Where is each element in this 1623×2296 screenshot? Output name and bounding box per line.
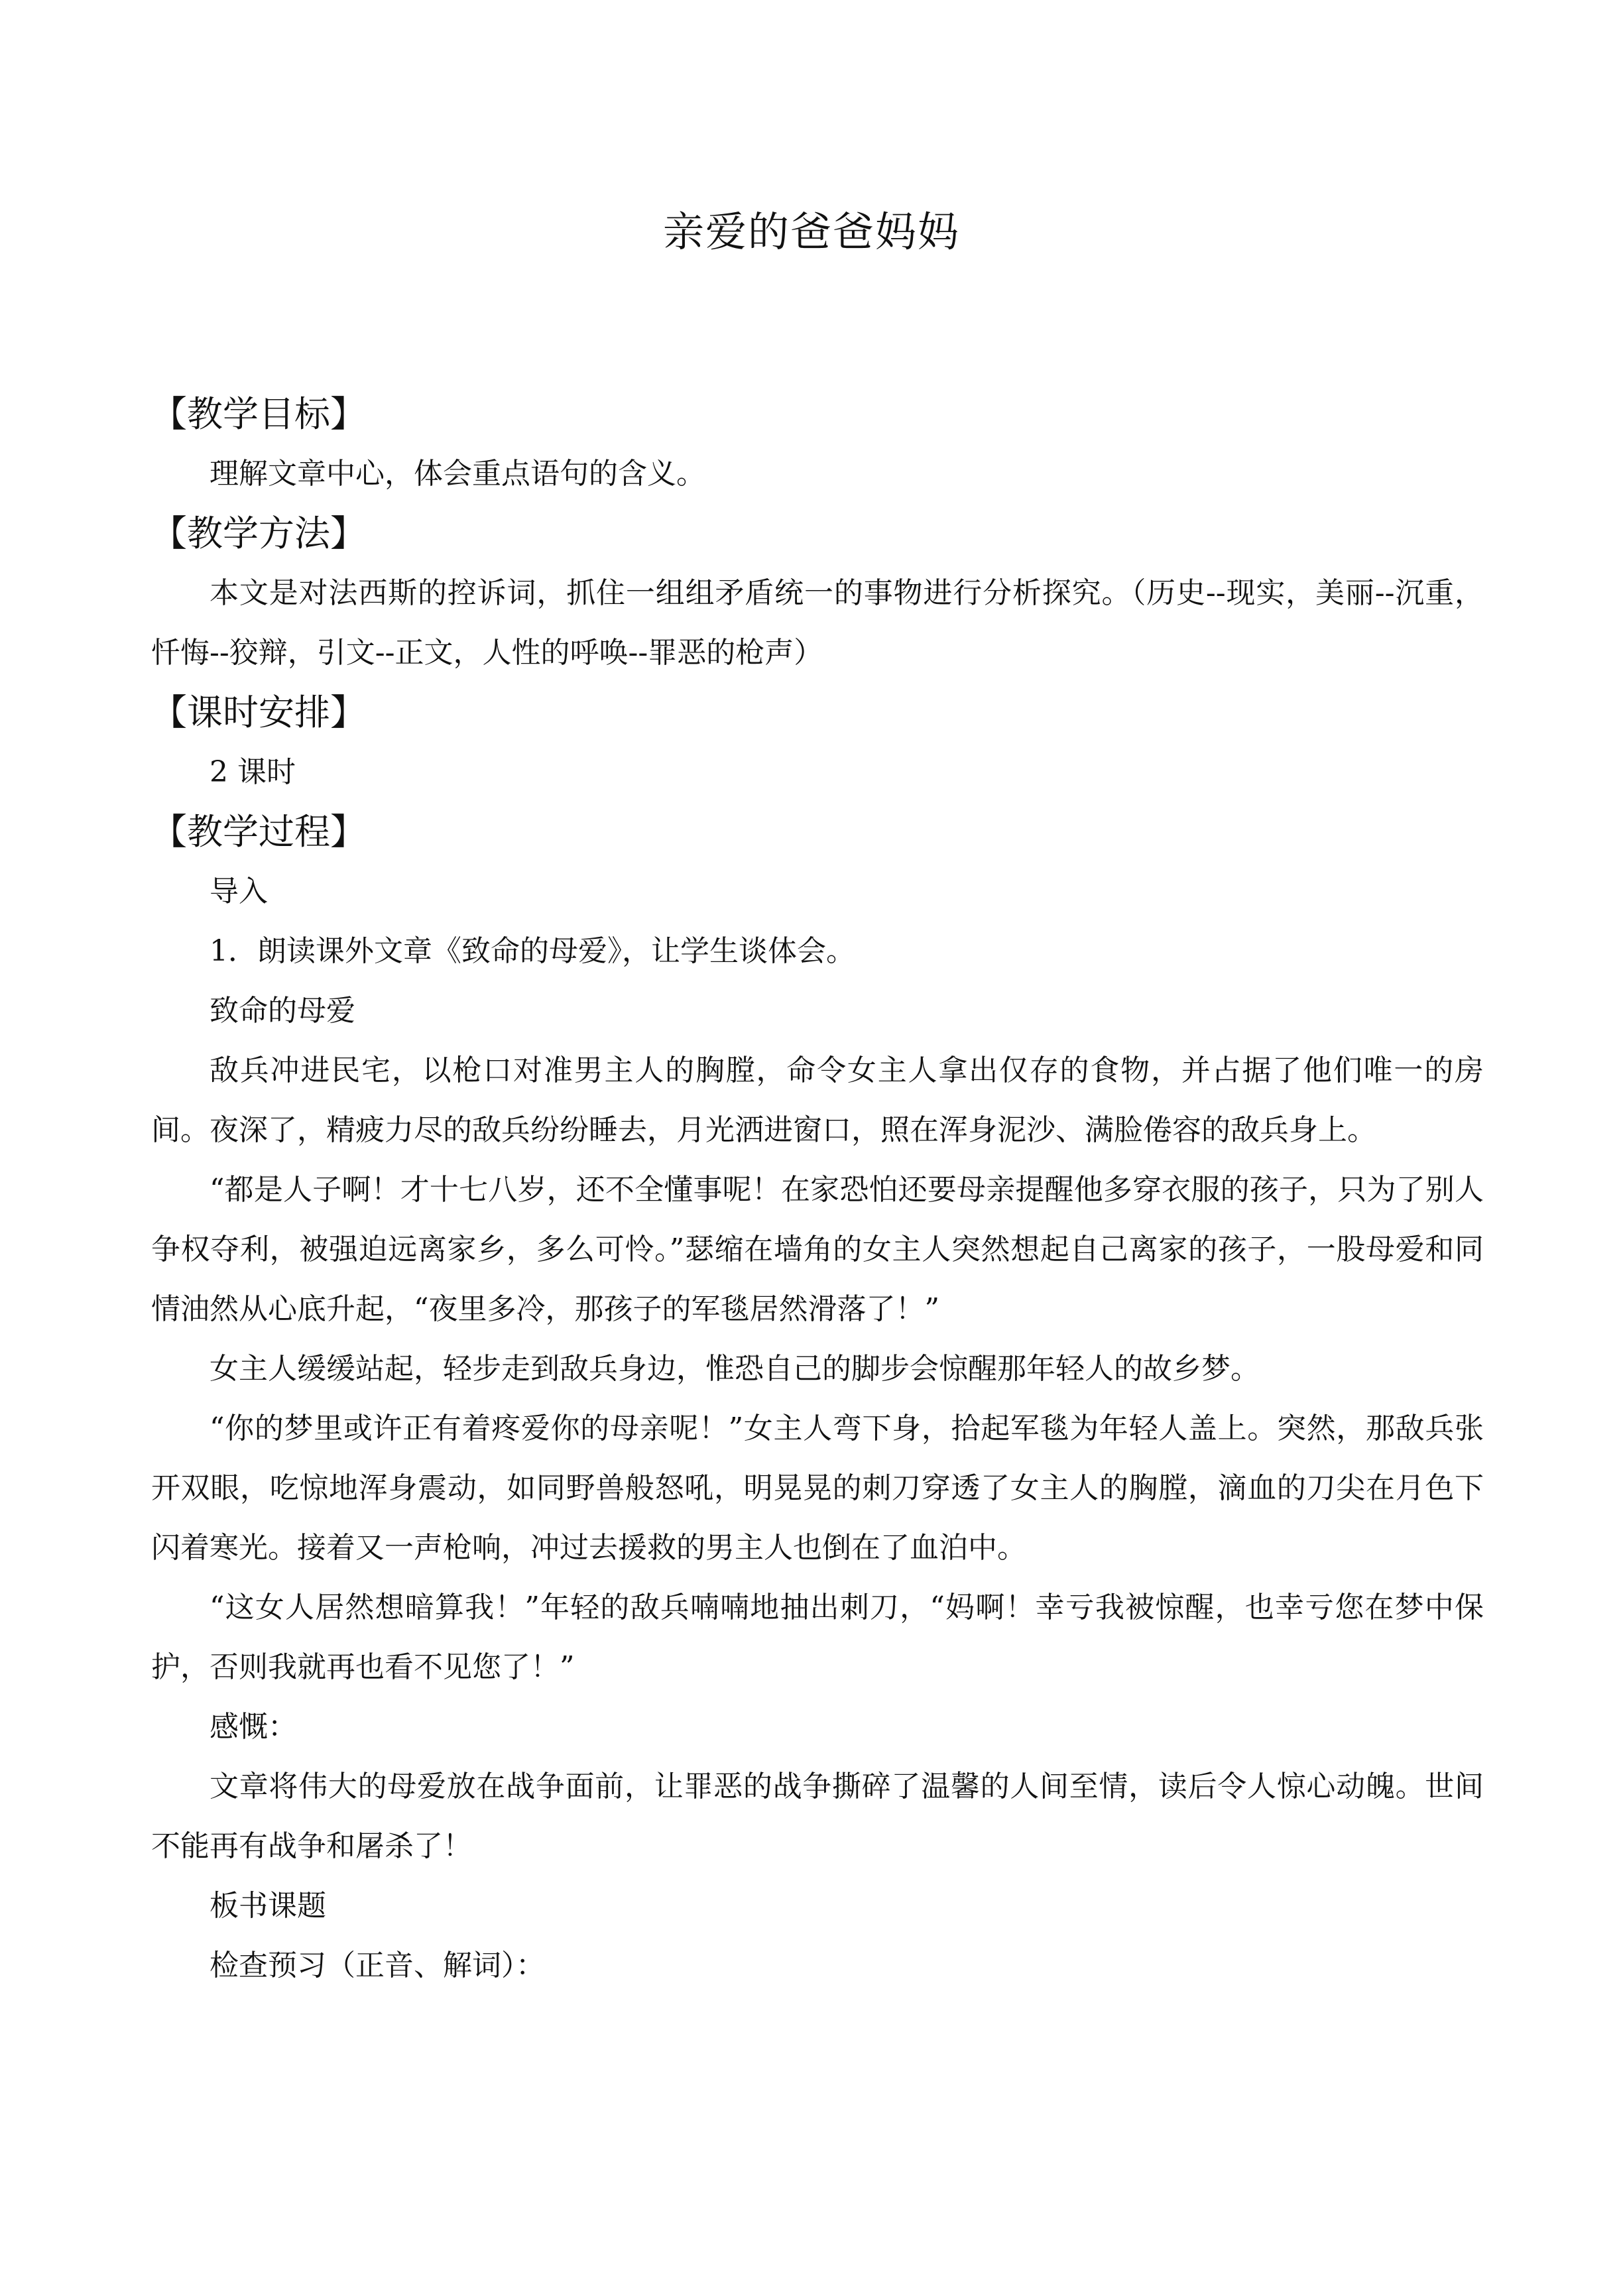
goal-text: 理解文章中心，体会重点语句的含义。 xyxy=(210,457,705,491)
section-heading-process: 【教学过程】 xyxy=(151,811,366,853)
story-paragraph: “这女人居然想暗算我！”年轻的敌兵喃喃地抽出刺刀，“妈啊！幸亏我被惊醒，也幸亏您在梦中保护，否则我就再也看不见您了！” xyxy=(151,1591,1484,1684)
section-heading-method: 【教学方法】 xyxy=(151,513,366,554)
story-paragraph: “你的梦里或许正有着疼爱你的母亲呢！”女主人弯下身，拾起军毯为年轻人盖上。突然，那敌兵张开双眼，吃惊地浑身震动，如同野兽般怒吼，明晃晃的刺刀穿透了女主人的胸膛，滴血的刀尖在月色下闪着寒光。接着又一声枪响，冲过去援救的男主人也倒在了血泊中。 xyxy=(151,1412,1484,1565)
reflection-text: 文章将伟大的母爱放在战争面前，让罪恶的战争撕碎了温馨的人间至情，读后令人惊心动魄。世间不能再有战争和屠杀了！ xyxy=(151,1770,1484,1863)
preview-check: 检查预习（正音、解词）： xyxy=(210,1949,545,1982)
method-text: 本文是对法西斯的控诉词，抓住一组组矛盾统一的事物进行分析探究。（历史--现实，美丽--沉重，忏悔--狡辩，引文--正文，人性的呼唤--罪恶的枪声） xyxy=(151,576,1484,670)
process-intro: 导入 xyxy=(210,875,268,908)
blackboard-title: 板书课题 xyxy=(210,1889,326,1923)
story-paragraph: “都是人子啊！才十七八岁，还不全懂事呢！在家恐怕还要母亲提醒他多穿衣服的孩子，只为了别人争权夺利，被强迫远离家乡，多么可怜。”瑟缩在墙角的女主人突然想起自己离家的孩子，一股母爱和同情油然从心底升起，“夜里多冷，那孩子的军毯居然滑落了！” xyxy=(151,1173,1484,1326)
process-step-1: 1．朗读课外文章《致命的母爱》，让学生谈体会。 xyxy=(210,934,855,968)
reflection-label: 感慨： xyxy=(210,1710,297,1744)
section-heading-schedule: 【课时安排】 xyxy=(151,692,366,733)
page-title: 亲爱的爸爸妈妈 xyxy=(662,208,960,256)
story-paragraph: 女主人缓缓站起，轻步走到敌兵身边，惟恐自己的脚步会惊醒那年轻人的故乡梦。 xyxy=(210,1352,1260,1386)
story-paragraph: 敌兵冲进民宅，以枪口对准男主人的胸膛，命令女主人拿出仅存的食物，并占据了他们唯一的房间。夜深了，精疲力尽的敌兵纷纷睡去，月光洒进窗口，照在浑身泥沙、满脸倦容的敌兵身上。 xyxy=(151,1054,1484,1147)
schedule-text: 2 课时 xyxy=(210,755,296,789)
story-title: 致命的母爱 xyxy=(210,994,355,1028)
document-body xyxy=(151,385,1484,1996)
section-heading-goal: 【教学目标】 xyxy=(151,393,366,435)
